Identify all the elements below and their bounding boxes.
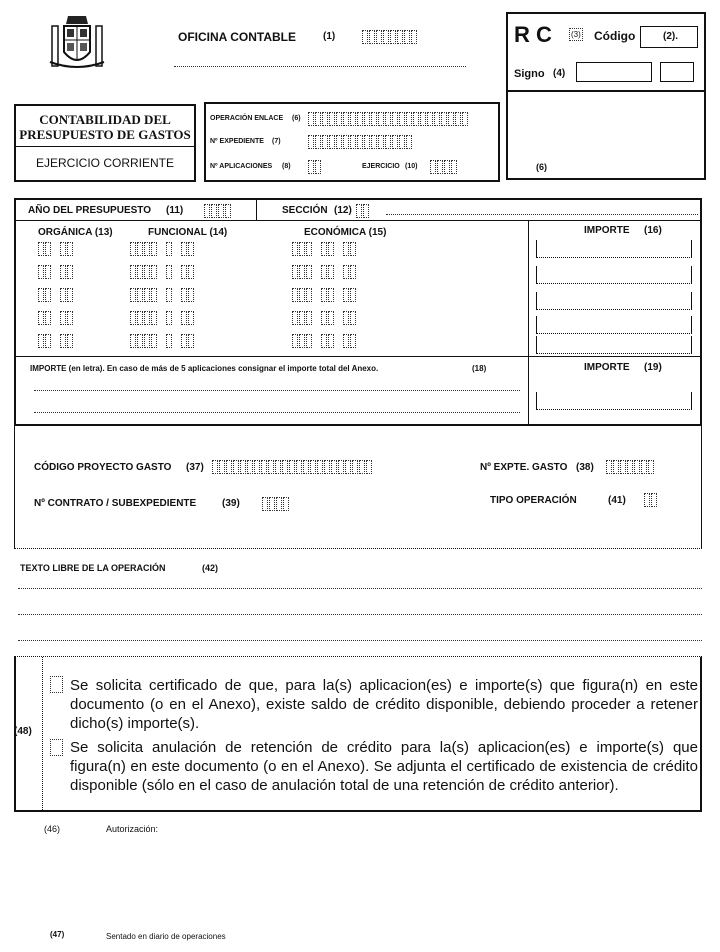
code-cell-group[interactable] bbox=[60, 265, 74, 279]
code-cell-group[interactable] bbox=[166, 311, 173, 325]
enlace-cells[interactable] bbox=[308, 110, 469, 128]
tipo-operacion-num: (41) bbox=[608, 495, 626, 506]
code-cell-group[interactable] bbox=[60, 288, 74, 302]
code-cell-group[interactable] bbox=[130, 334, 158, 348]
project-box bbox=[14, 426, 702, 548]
signo-field-2[interactable] bbox=[660, 62, 694, 82]
code-cell-group[interactable] bbox=[321, 242, 335, 256]
diario-num: (47) bbox=[50, 930, 65, 939]
signo-field[interactable] bbox=[576, 62, 652, 82]
expediente-label: Nº EXPEDIENTE bbox=[210, 138, 264, 145]
office-code-cells[interactable] bbox=[362, 28, 418, 46]
code-cell-group[interactable] bbox=[130, 311, 158, 325]
organica-label: ORGÁNICA (13) bbox=[38, 227, 113, 238]
importe-letra-label: IMPORTE (en letra). En caso de más de 5 aplicaciones consignar el importe total del Anexo. bbox=[30, 364, 379, 373]
code-cell-group[interactable] bbox=[343, 242, 357, 256]
free-text-line3[interactable] bbox=[18, 640, 702, 641]
option1-checkbox[interactable] bbox=[50, 676, 63, 694]
aplicaciones-label: Nº APLICACIONES bbox=[210, 163, 273, 170]
code-cell-group[interactable] bbox=[321, 334, 335, 348]
code-cell-group[interactable] bbox=[130, 242, 158, 256]
field-6: (6) bbox=[536, 162, 547, 172]
code-cell-group[interactable] bbox=[292, 242, 313, 256]
importe2-num: (19) bbox=[644, 362, 662, 373]
section-title-box bbox=[14, 104, 196, 182]
code-cell-group[interactable] bbox=[130, 288, 158, 302]
codigo-field[interactable] bbox=[640, 26, 698, 48]
code-cell-group[interactable] bbox=[321, 265, 335, 279]
importe-letra-line2[interactable] bbox=[34, 412, 520, 413]
code-cell-group[interactable] bbox=[292, 311, 313, 325]
code-cell-group[interactable] bbox=[166, 242, 173, 256]
code-cell-group[interactable] bbox=[38, 242, 52, 256]
code-cell-group[interactable] bbox=[292, 334, 313, 348]
codigo-label: Código bbox=[594, 29, 636, 43]
codigo-proyecto-num: (37) bbox=[186, 462, 204, 473]
coat-of-arms-logo bbox=[48, 12, 106, 72]
budget-row[interactable] bbox=[38, 288, 498, 304]
code-cell-group[interactable] bbox=[60, 242, 74, 256]
free-text-label: TEXTO LIBRE DE LA OPERACIÓN bbox=[20, 563, 166, 573]
office-name-line[interactable] bbox=[174, 66, 466, 67]
expediente-cells[interactable] bbox=[308, 133, 413, 151]
signo-num: (4) bbox=[553, 68, 566, 79]
code-cell-group[interactable] bbox=[343, 311, 357, 325]
section-title-line2: PRESUPUESTO DE GASTOS bbox=[19, 127, 191, 142]
enlace-label: OPERACIÓN ENLACE bbox=[210, 115, 284, 122]
code-cell-group[interactable] bbox=[38, 311, 52, 325]
year-num: (11) bbox=[166, 205, 184, 216]
importe-label: IMPORTE bbox=[584, 225, 630, 236]
code-cell-group[interactable] bbox=[321, 288, 335, 302]
expte-gasto-cells[interactable] bbox=[606, 458, 655, 476]
office-num: (1) bbox=[323, 31, 336, 42]
economica-label: ECONÓMICA (15) bbox=[304, 227, 387, 238]
code-cell-group[interactable] bbox=[181, 288, 195, 302]
code-cell-group[interactable] bbox=[166, 265, 173, 279]
expediente-num: (7) bbox=[272, 138, 281, 145]
code-cell-group[interactable] bbox=[60, 311, 74, 325]
option2-text: Se solicita anulación de retención de crédito para la(s) aplicacion(es) e importe(s) que figura(n) en este documento (o en el Anexo). Se adjunta el certificado de existencia de crédito disponible (sólo en el caso de anulación total de una retención de crédito anterior). bbox=[70, 739, 698, 794]
code-cell-group[interactable] bbox=[343, 265, 357, 279]
ejercicio-cells[interactable] bbox=[430, 158, 458, 176]
budget-row[interactable] bbox=[38, 265, 498, 281]
expte-gasto-label: Nº EXPTE. GASTO bbox=[480, 462, 568, 473]
contrato-num: (39) bbox=[222, 498, 240, 509]
importe-fields[interactable] bbox=[528, 218, 702, 354]
code-cell-group[interactable] bbox=[38, 288, 52, 302]
year-cells[interactable] bbox=[204, 202, 232, 220]
option1-text: Se solicita certificado de que, para la(s) aplicacion(es) e importe(s) que figura(n) en este documento (o en el Anexo), existe saldo de crédito disponible, debiendo proceder a retener dicho(s) importe(s). bbox=[70, 677, 698, 732]
budget-row[interactable] bbox=[38, 242, 498, 258]
expte-gasto-num: (38) bbox=[576, 462, 594, 473]
code-cell-group[interactable] bbox=[343, 288, 357, 302]
seccion-cells[interactable] bbox=[356, 202, 370, 220]
requests-num: (48) bbox=[14, 726, 32, 737]
enlace-num: (6) bbox=[292, 115, 301, 122]
code-cell-group[interactable] bbox=[60, 334, 74, 348]
importe2-label: IMPORTE bbox=[584, 362, 630, 373]
auth-num: (46) bbox=[44, 824, 61, 834]
code-cell-group[interactable] bbox=[181, 242, 195, 256]
free-text-line1[interactable] bbox=[18, 588, 702, 589]
rc-code: R C bbox=[514, 22, 552, 47]
code-cell-group[interactable] bbox=[38, 265, 52, 279]
tipo-operacion-label: TIPO OPERACIÓN bbox=[490, 495, 577, 506]
signo-label: Signo bbox=[514, 68, 545, 80]
office-label: OFICINA CONTABLE bbox=[178, 30, 296, 44]
section-title-line1: CONTABILIDAD DEL bbox=[39, 112, 171, 127]
free-text-num: (42) bbox=[202, 563, 219, 573]
codigo-proyecto-cells[interactable] bbox=[212, 458, 373, 476]
importe-letra-line1[interactable] bbox=[34, 390, 520, 391]
codigo-proyecto-label: CÓDIGO PROYECTO GASTO bbox=[34, 462, 172, 473]
ejercicio-label: EJERCICIO bbox=[362, 163, 400, 170]
code-cell-group[interactable] bbox=[181, 265, 195, 279]
tipo-operacion-cells[interactable] bbox=[644, 491, 658, 509]
code-cell-group[interactable] bbox=[181, 334, 195, 348]
code-cell-group[interactable] bbox=[166, 334, 173, 348]
importe-num: (16) bbox=[644, 225, 662, 236]
auth-label: Autorización: bbox=[106, 824, 159, 834]
rc-num: (3) bbox=[571, 30, 581, 39]
diario-label: Sentado en diario de operaciones bbox=[106, 932, 226, 941]
code-cell-group[interactable] bbox=[38, 334, 52, 348]
code-cell-group[interactable] bbox=[130, 265, 158, 279]
aplicaciones-cells[interactable] bbox=[308, 158, 322, 176]
seccion-num: (12) bbox=[334, 205, 352, 216]
ejercicio-num: (10) bbox=[405, 163, 418, 170]
free-text-line2[interactable] bbox=[18, 614, 702, 615]
seccion-label: SECCIÓN bbox=[282, 205, 328, 216]
contrato-cells[interactable] bbox=[262, 495, 290, 513]
codigo-value: (2). bbox=[663, 31, 678, 42]
contrato-label: Nº CONTRATO / SUBEXPEDIENTE bbox=[34, 498, 197, 509]
importe-letra-num: (18) bbox=[472, 364, 487, 373]
free-text-divider bbox=[14, 548, 702, 549]
importe2-field[interactable] bbox=[528, 378, 702, 418]
code-cell-group[interactable] bbox=[343, 334, 357, 348]
aplicaciones-num: (8) bbox=[282, 163, 291, 170]
code-cell-group[interactable] bbox=[321, 311, 335, 325]
year-label: AÑO DEL PRESUPUESTO bbox=[28, 205, 151, 216]
code-cell-group[interactable] bbox=[292, 288, 313, 302]
funcional-label: FUNCIONAL (14) bbox=[148, 227, 228, 238]
section-subtitle: EJERCICIO CORRIENTE bbox=[35, 156, 174, 170]
option2-checkbox[interactable] bbox=[50, 739, 63, 757]
code-cell-group[interactable] bbox=[292, 265, 313, 279]
code-cell-group[interactable] bbox=[181, 311, 195, 325]
seccion-line[interactable] bbox=[386, 214, 698, 215]
budget-row[interactable] bbox=[38, 311, 498, 327]
code-cell-group[interactable] bbox=[166, 288, 173, 302]
budget-row[interactable] bbox=[38, 334, 498, 350]
